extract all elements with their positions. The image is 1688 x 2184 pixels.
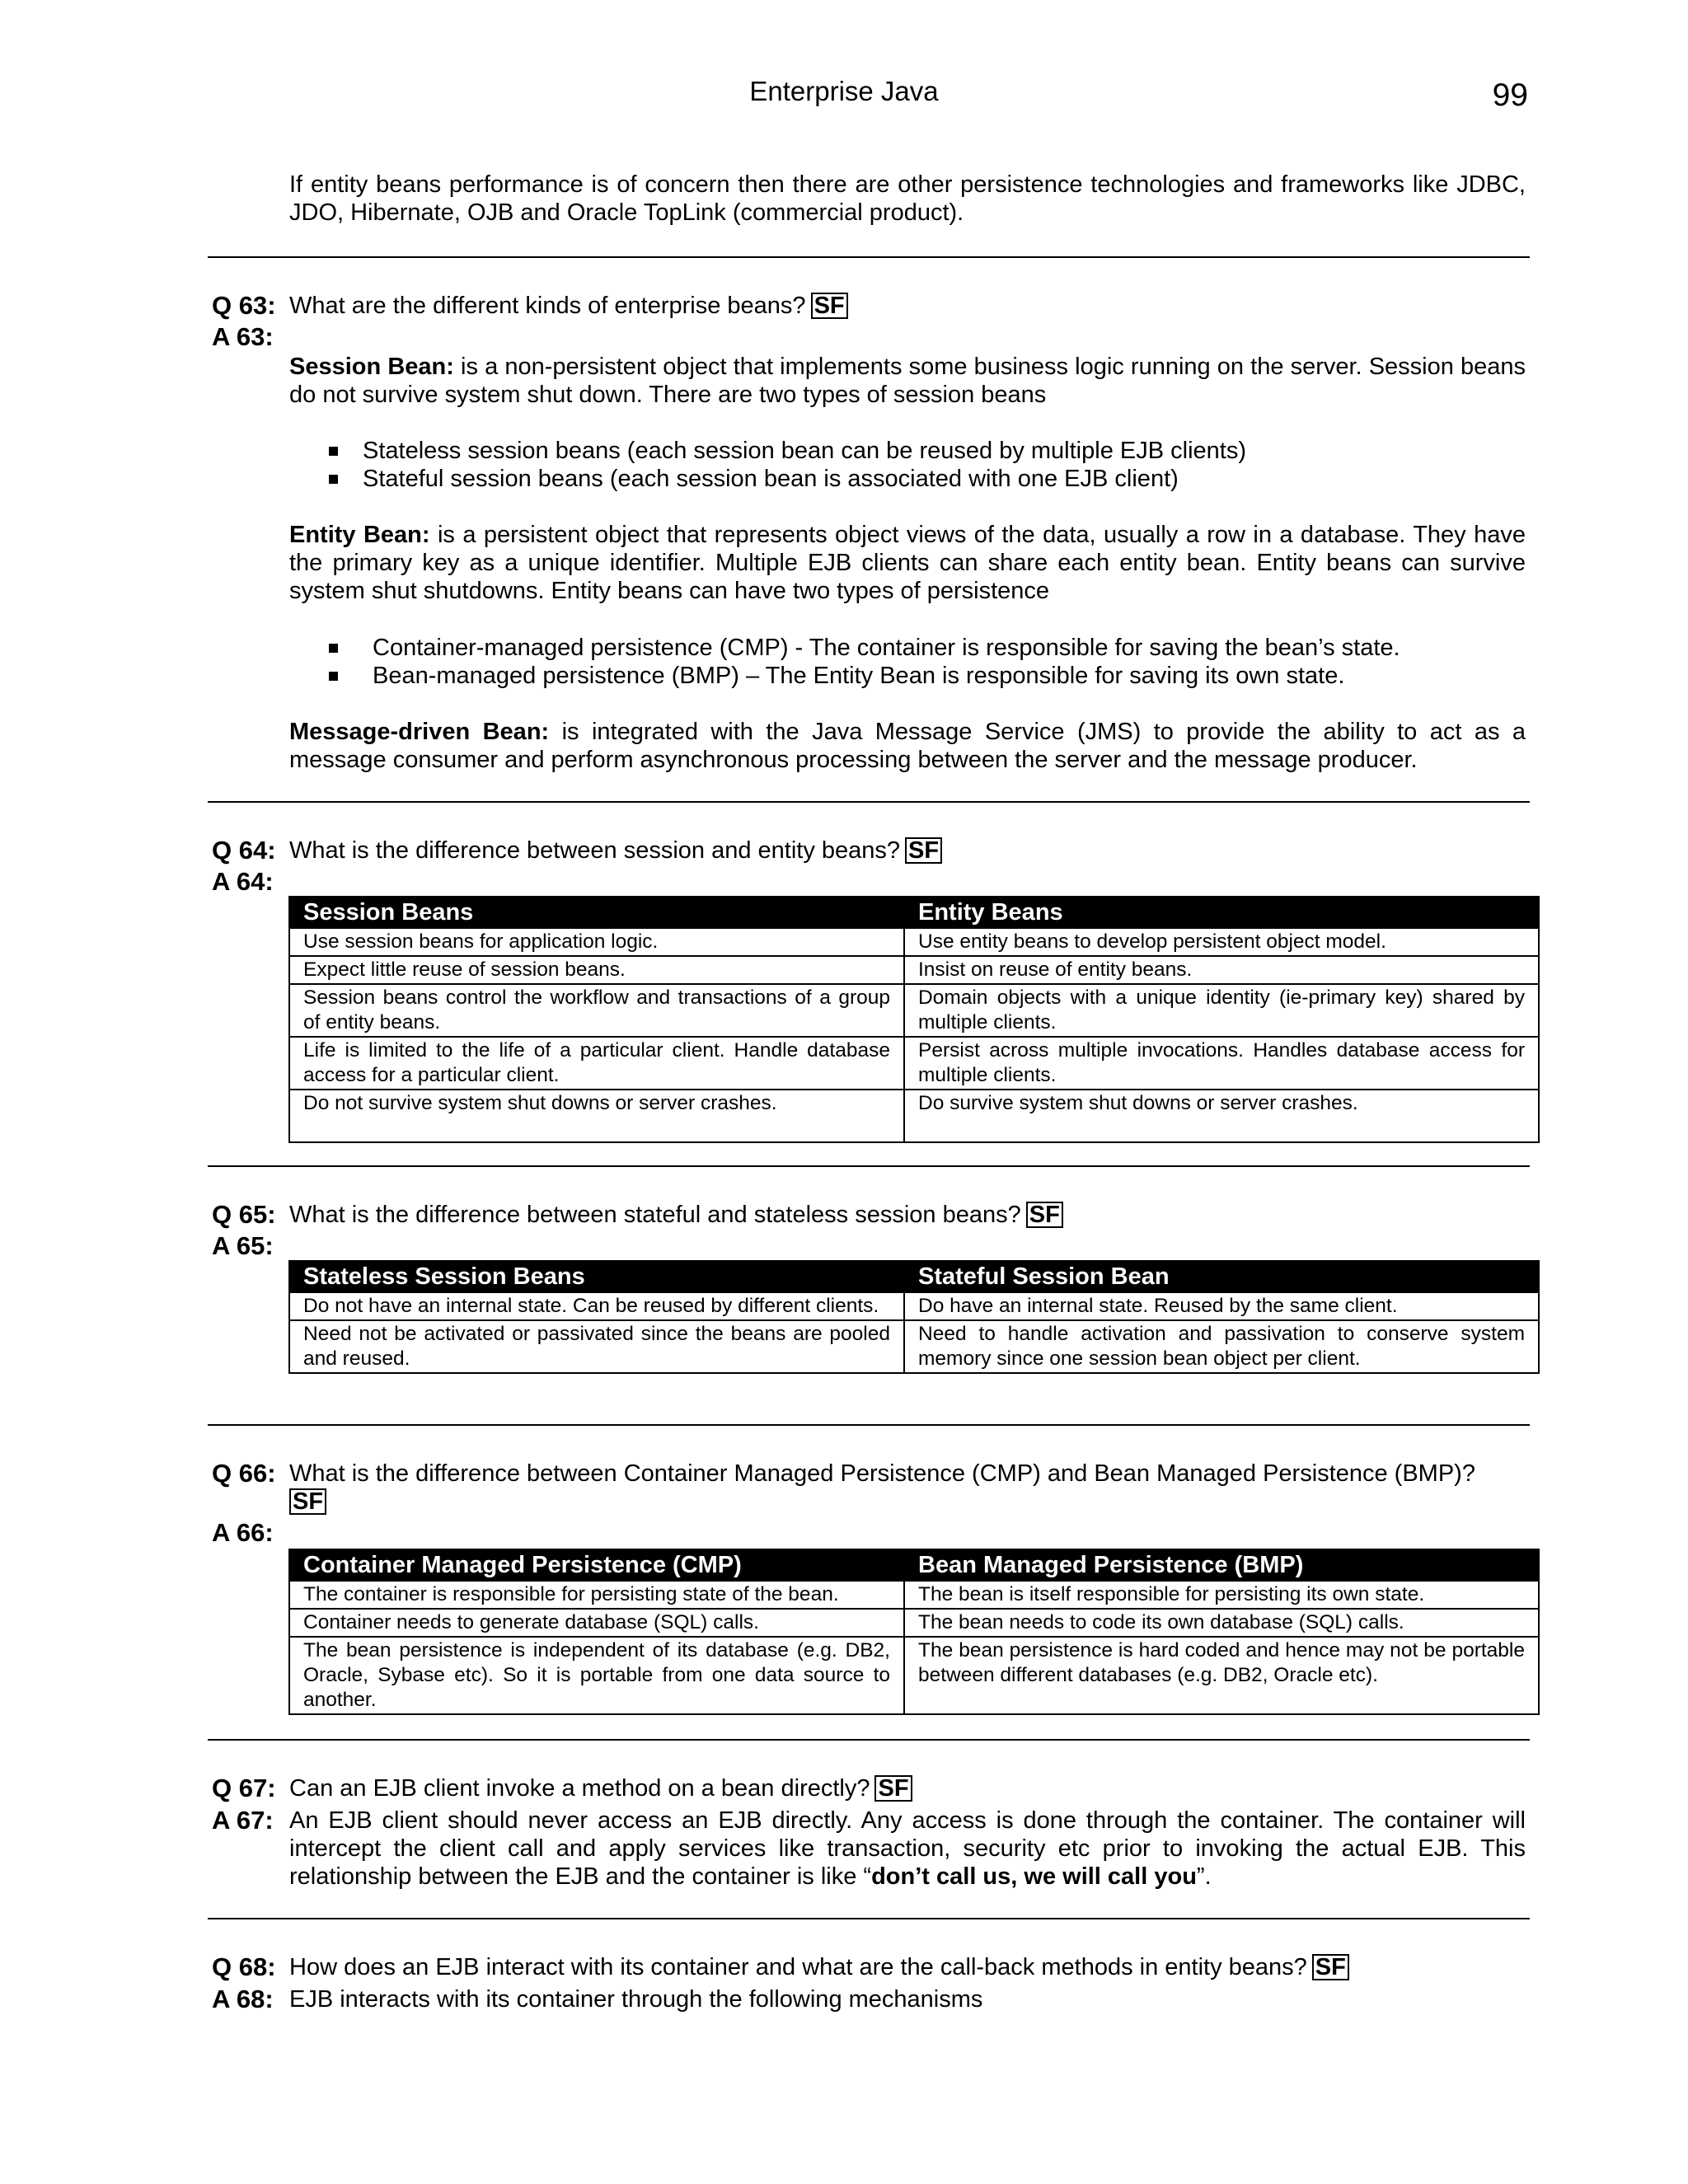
- table-cell: Need not be activated or passivated since the beans are pooled and reused.: [289, 1320, 904, 1373]
- column-header: Entity Beans: [904, 897, 1539, 928]
- table-cell: Use entity beans to develop persistent object model.: [904, 928, 1539, 956]
- list-item: Container-managed persistence (CMP) - The container is responsible for saving the bean’s state.: [289, 634, 1400, 662]
- answer-label: A 63:: [212, 322, 274, 351]
- term: Session Bean:: [289, 354, 454, 380]
- answer-label: A 68:: [212, 1985, 274, 2013]
- divider: [208, 1739, 1530, 1741]
- question-text: What is the difference between stateful and stateless session beans? SF: [289, 1201, 1526, 1229]
- question-label: Q 64:: [212, 836, 276, 865]
- question-text: Can an EJB client invoke a method on a bean directly? SF: [289, 1774, 1526, 1802]
- divider: [208, 801, 1530, 803]
- divider: [208, 1165, 1530, 1167]
- table-cell: Do survive system shut downs or server crashes.: [904, 1090, 1539, 1142]
- table-cell: Do not have an internal state. Can be reused by different clients.: [289, 1292, 904, 1320]
- question-label: Q 63:: [212, 291, 276, 320]
- session-bean-paragraph: Session Bean: is a non-persistent object that implements some business logic running on the server. Session beans do not survive system shut down. There are two types of session beans: [289, 354, 1526, 408]
- cmp-vs-bmp-table: [288, 1549, 1540, 1715]
- table-cell: Expect little reuse of session beans.: [289, 956, 904, 984]
- sf-badge: SF: [1026, 1202, 1063, 1228]
- table-row: [289, 984, 1539, 1037]
- table-row: [289, 1037, 1539, 1090]
- table-row: [289, 1292, 1539, 1320]
- table-row: [289, 1609, 1539, 1637]
- table-cell: The bean needs to code its own database (SQL) calls.: [904, 1609, 1539, 1637]
- question-text: What is the difference between Container Managed Persistence (CMP) and Bean Managed Persistence (BMP)? SF: [289, 1460, 1475, 1515]
- session-vs-entity-table: [288, 896, 1540, 1143]
- table-cell: The container is responsible for persisting state of the bean.: [289, 1581, 904, 1609]
- question-label: Q 65:: [212, 1200, 276, 1229]
- answer-label: A 64:: [212, 867, 274, 896]
- page-header-title: Enterprise Java: [749, 76, 939, 106]
- table-cell: The bean persistence is independent of its database (e.g. DB2, Oracle, Sybase etc). So it is portable from one data source to another.: [289, 1637, 904, 1714]
- table-cell: The bean persistence is hard coded and hence may not be portable between different databases (e.g. DB2, Oracle etc).: [904, 1637, 1539, 1714]
- term: Entity Bean:: [289, 522, 430, 548]
- table-cell: Need to handle activation and passivation to conserve system memory since one session bean object per client.: [904, 1320, 1539, 1373]
- table-header-row: [289, 1549, 1539, 1581]
- answer-label: A 65:: [212, 1231, 274, 1260]
- table-row: [289, 1581, 1539, 1609]
- table-cell: Persist across multiple invocations. Handles database access for multiple clients.: [904, 1037, 1539, 1090]
- sf-badge: SF: [905, 837, 942, 864]
- sf-badge: SF: [874, 1775, 912, 1802]
- question-text: How does an EJB interact with its container and what are the call-back methods in entity beans? SF: [289, 1953, 1526, 1981]
- table-header-row: [289, 1261, 1539, 1292]
- list-item: Bean-managed persistence (BMP) – The Entity Bean is responsible for saving its own state.: [289, 662, 1400, 690]
- table-header-row: [289, 897, 1539, 928]
- table-row: [289, 1637, 1539, 1714]
- table-cell: Life is limited to the life of a particular client. Handle database access for a particular client.: [289, 1037, 904, 1090]
- answer-label: A 66:: [212, 1518, 274, 1547]
- list-item: Stateless session beans (each session bean can be reused by multiple EJB clients): [289, 437, 1246, 465]
- column-header: Stateless Session Beans: [289, 1261, 904, 1292]
- question-label: Q 67:: [212, 1774, 276, 1802]
- table-row: [289, 1090, 1539, 1142]
- question-label: Q 68:: [212, 1952, 276, 1981]
- column-header: Bean Managed Persistence (BMP): [904, 1549, 1539, 1581]
- table-cell: Use session beans for application logic.: [289, 928, 904, 956]
- entity-bean-paragraph: Entity Bean: is a persistent object that represents object views of the data, usually a row in a database. They have the primary key as a unique identifier. Multiple EJB clients can share each entity bean. Entity beans can survive system shut shutdowns. Entity beans can have two types of persistence: [289, 522, 1526, 604]
- divider: [208, 1424, 1530, 1426]
- sf-badge: SF: [289, 1488, 326, 1515]
- table-row: [289, 928, 1539, 956]
- entity-bean-bullets: [289, 634, 1400, 690]
- table-cell: Session beans control the workflow and transactions of a group of entity beans.: [289, 984, 904, 1037]
- table-cell: Do have an internal state. Reused by the same client.: [904, 1292, 1539, 1320]
- sf-badge: SF: [811, 293, 848, 319]
- question-text: What are the different kinds of enterprise beans? SF: [289, 292, 1526, 320]
- answer-text: EJB interacts with its container through the following mechanisms: [289, 1986, 983, 2013]
- intro-paragraph: If entity beans performance is of concern then there are other persistence technologies and frameworks like JDBC, JDO, Hibernate, OJB and Oracle TopLink (commercial product).: [289, 171, 1526, 226]
- table-cell: The bean is itself responsible for persisting its own state.: [904, 1581, 1539, 1609]
- divider: [208, 1918, 1530, 1919]
- divider: [208, 256, 1530, 258]
- page-number: 99: [1492, 77, 1528, 113]
- table-cell: Insist on reuse of entity beans.: [904, 956, 1539, 984]
- message-driven-bean-paragraph: Message-driven Bean: is integrated with the Java Message Service (JMS) to provide the ability to act as a message consumer and perform asynchronous processing between the server and the message producer.: [289, 719, 1526, 773]
- question-label: Q 66:: [212, 1459, 276, 1488]
- table-cell: Container needs to generate database (SQL) calls.: [289, 1609, 904, 1637]
- question-text: What is the difference between session and entity beans? SF: [289, 837, 1526, 865]
- table-cell: Do not survive system shut downs or server crashes.: [289, 1090, 904, 1142]
- answer-text: An EJB client should never access an EJB directly. Any access is done through the container. The container will intercept the client call and apply services like transaction, security etc prior to invoking the actual EJB. This relationship between the EJB and the container is like “don’t call us, we will call you”.: [289, 1807, 1526, 1890]
- list-item: Stateful session beans (each session bean is associated with one EJB client): [289, 465, 1246, 493]
- table-cell: Domain objects with a unique identity (ie-primary key) shared by multiple clients.: [904, 984, 1539, 1037]
- column-header: Session Beans: [289, 897, 904, 928]
- table-row: [289, 956, 1539, 984]
- sf-badge: SF: [1312, 1954, 1349, 1980]
- stateless-vs-stateful-table: [288, 1260, 1540, 1374]
- table-row: [289, 1320, 1539, 1373]
- term: Message-driven Bean:: [289, 719, 550, 745]
- session-bean-bullets: [289, 437, 1246, 493]
- column-header: Stateful Session Bean: [904, 1261, 1539, 1292]
- answer-label: A 67:: [212, 1806, 274, 1835]
- column-header: Container Managed Persistence (CMP): [289, 1549, 904, 1581]
